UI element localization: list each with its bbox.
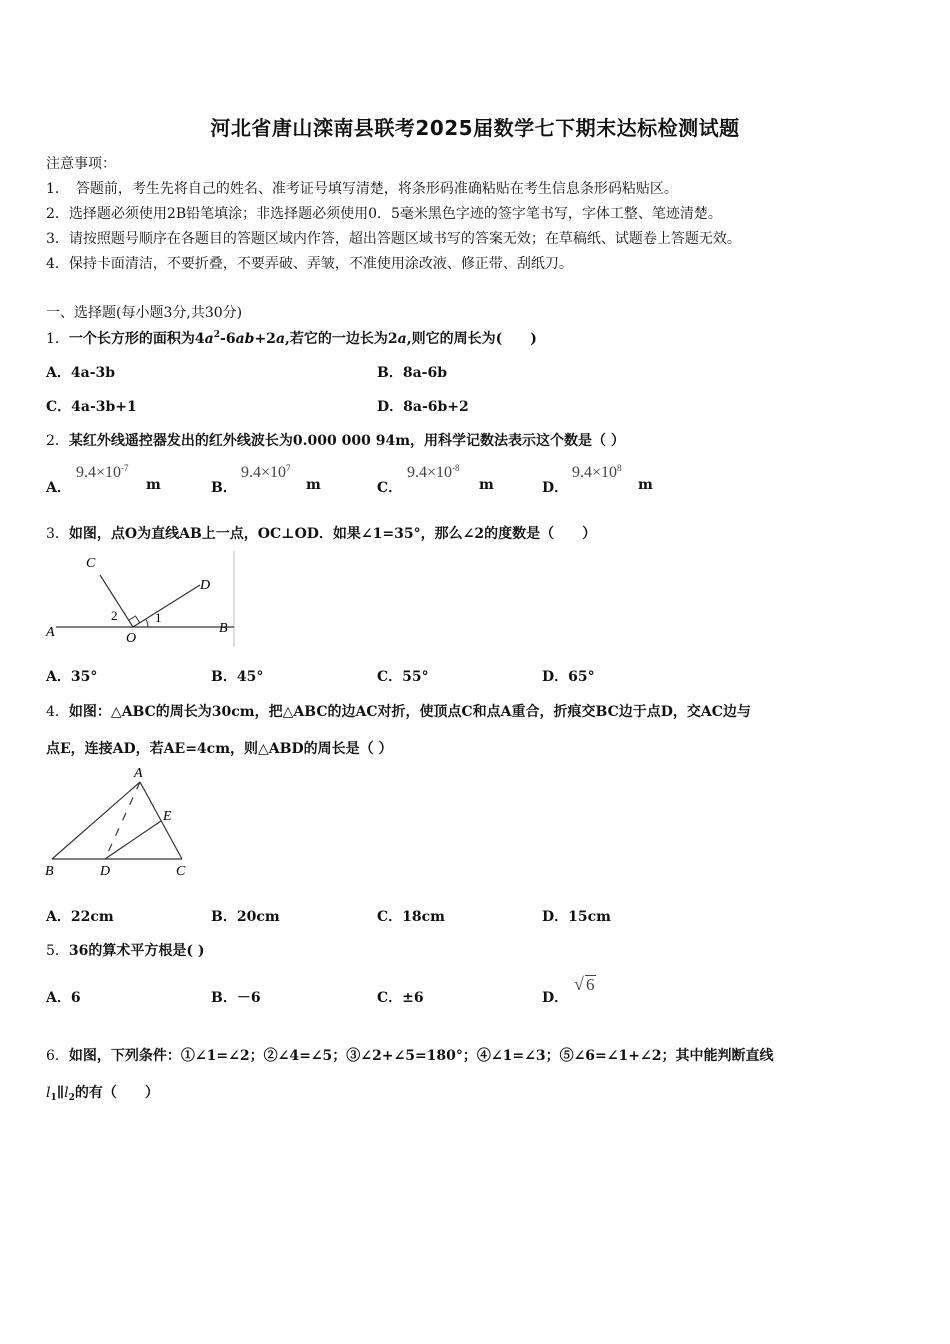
- label-d: D: [200, 578, 211, 593]
- option-d[interactable]: D．8a-6b+2: [377, 399, 469, 415]
- label-e: E: [163, 809, 172, 824]
- option-b[interactable]: B． $9.4\times 10^7$ m: [211, 463, 321, 496]
- figure-angle-diagram: [44, 551, 236, 647]
- question-6-line2: $l_1\parallel l_2$的有（ ）: [46, 1085, 159, 1103]
- label-c: C: [86, 556, 96, 571]
- ray-od: [133, 585, 200, 627]
- option-d[interactable]: D． $9.4\times 10^8$ m: [542, 463, 653, 496]
- notice-item: 3．请按照题号顺序在各题目的答题区域内作答，超出答题区域书写的答案无效；在草稿纸、试题卷上答题无效。: [46, 231, 741, 247]
- option-a[interactable]: A．22cm: [46, 909, 114, 925]
- label-a: A: [46, 625, 55, 640]
- option-b[interactable]: B．－6: [211, 990, 261, 1006]
- section-heading: 一、选择题(每小题3分,共30分): [46, 305, 243, 321]
- question-number: 1．: [46, 331, 69, 347]
- page-title: 河北省唐山滦南县联考2025届数学七下期末达标检测试题: [210, 116, 740, 140]
- option-a[interactable]: A．4a-3b: [46, 365, 116, 381]
- option-d[interactable]: D．65°: [542, 669, 595, 685]
- label-angle-1: 1: [155, 610, 162, 625]
- question-6-line1: 6．如图，下列条件：①∠1=∠2；②∠4=∠5；③∠2+∠5=180°；④∠1=∠3；⑤∠6=∠1+∠2；其中能判断直线: [46, 1048, 774, 1064]
- option-d[interactable]: D．15cm: [542, 909, 611, 925]
- label-o: O: [126, 631, 137, 646]
- option-b[interactable]: B．20cm: [211, 909, 280, 925]
- option-a[interactable]: A．35°: [46, 669, 98, 685]
- option-a[interactable]: A． $9.4\times 10^{-7}$ m: [46, 463, 161, 496]
- question-4-line2: 点E，连接AD，若AE=4cm，则△ABD的周长是（ ）: [46, 741, 393, 757]
- question-3: 3．如图，点O为直线AB上一点，OC⊥OD．如果∠1=35°，那么∠2的度数是（ ）: [46, 526, 597, 542]
- figure-triangle-diagram: [42, 763, 192, 883]
- option-c[interactable]: C．18cm: [377, 909, 445, 925]
- option-a[interactable]: A．6: [46, 990, 81, 1006]
- option-d[interactable]: D． √ 6: [542, 974, 595, 1006]
- question-5: 5．36的算术平方根是( ): [46, 943, 205, 959]
- label-b: B: [219, 621, 228, 636]
- fold-line-de: [105, 821, 161, 859]
- option-b[interactable]: B．8a-6b: [377, 365, 447, 381]
- option-c[interactable]: C．±6: [377, 990, 424, 1006]
- notice-item: 4．保持卡面清洁，不要折叠，不要弄破、弄皱，不准使用涂改液、修正带、刮纸刀。: [46, 256, 573, 272]
- label-c: C: [176, 864, 186, 879]
- side-ab: [52, 782, 140, 859]
- question-4-line1: 4．如图：△ABC的周长为30cm，把△ABC的边AC对折，使顶点C和点A重合，折痕交BC边于点D，交AC边与: [46, 704, 751, 720]
- side-ac: [140, 782, 182, 859]
- option-c[interactable]: C．55°: [377, 669, 429, 685]
- label-d: D: [100, 864, 111, 879]
- question-2: 2．某红外线遥控器发出的红外线波长为0.000 000 94m，用科学记数法表示这个数是（ ）: [46, 433, 625, 449]
- option-c[interactable]: C． $9.4\times 10^{-8}$ m: [377, 463, 494, 496]
- label-b: B: [45, 864, 54, 879]
- notice-heading: 注意事项：: [46, 156, 116, 172]
- question-1: 1．一个长方形的面积为$4a^2-6ab+2a$,若它的一边长为2a,则它的周长为( ): [46, 330, 537, 347]
- option-c[interactable]: C．4a-3b+1: [46, 399, 137, 415]
- label-angle-2: 2: [111, 608, 118, 623]
- angle-1-arc: [146, 619, 148, 627]
- option-b[interactable]: B．45°: [211, 669, 264, 685]
- sqrt-sign: √: [574, 974, 584, 994]
- label-a: A: [134, 766, 143, 781]
- notice-item: 2．选择题必须使用2B铅笔填涂；非选择题必须使用0．5毫米黑色字迹的签字笔书写，字体工整、笔迹清楚。: [46, 206, 722, 222]
- sqrt-radicand: 6: [586, 975, 595, 994]
- notice-item: 1． 答题前，考生先将自己的姓名、准考证号填写清楚，将条形码准确粘贴在考生信息条形码粘贴区。: [46, 181, 678, 197]
